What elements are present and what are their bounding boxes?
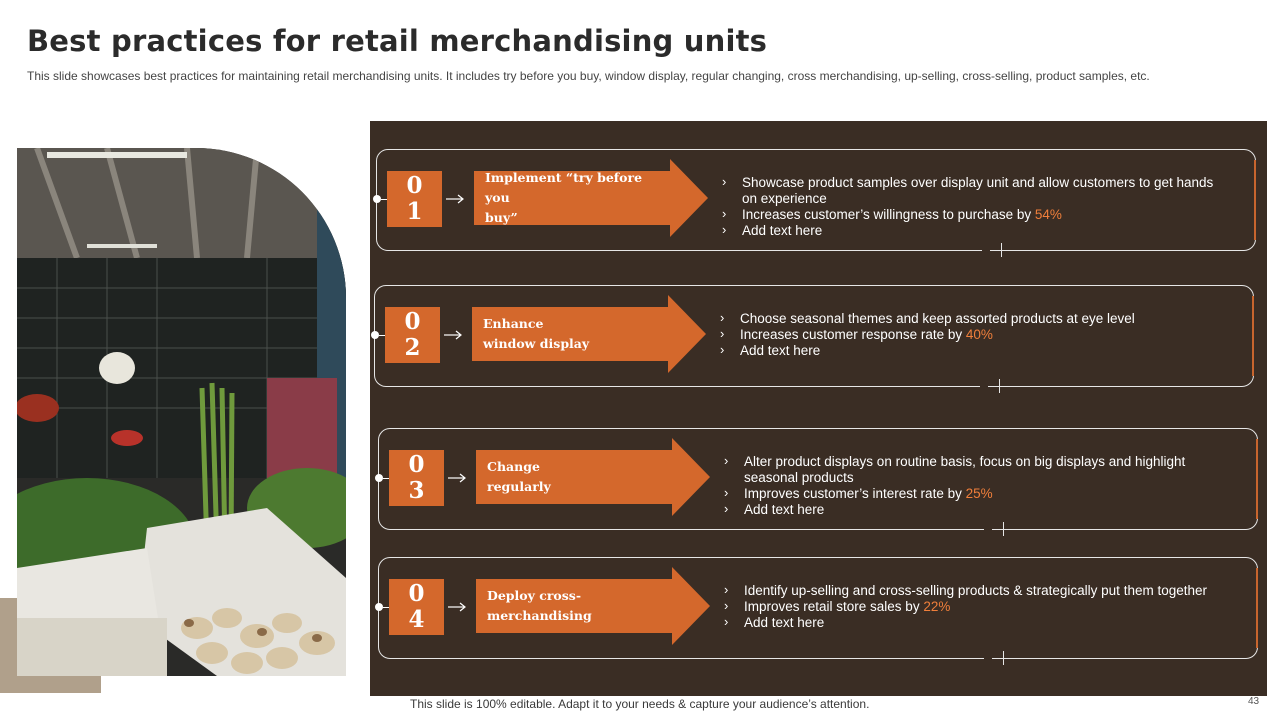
step-number-top: 0	[404, 308, 421, 335]
practice-label-line-1: Implement “try before you	[485, 170, 643, 205]
bullet-list	[722, 175, 1222, 239]
footer-note: This slide is 100% editable. Adapt it to your needs & capture your audience’s attention.	[410, 697, 870, 711]
step-number-bottom: 3	[408, 477, 425, 504]
frame-tick	[1003, 651, 1004, 665]
market-photo-illustration	[17, 148, 346, 676]
bullet-list	[724, 583, 1224, 631]
bullet-list	[720, 311, 1220, 359]
slide-subtitle: This slide showcases best practices for maintaining retail merchandising units. It includes try before you buy, window display, regular changing, cross merchandising, up-selling, cross-selling, product samples, etc.	[27, 69, 1150, 83]
practice-label-line-2: window display	[483, 336, 590, 351]
small-arrow-icon	[447, 472, 467, 484]
bullet-text: Add text here	[744, 502, 825, 517]
practice-label	[483, 295, 653, 373]
step-number-bottom: 4	[408, 606, 425, 633]
bullet-item	[720, 311, 1220, 327]
slide-title: Best practices for retail merchandising units	[27, 24, 768, 58]
small-arrow-icon	[445, 193, 465, 205]
step-number-bottom: 1	[406, 198, 423, 225]
practice-label-line-2: buy”	[485, 210, 518, 225]
percent-value: 40%	[965, 327, 993, 342]
bullet-item	[724, 502, 1224, 518]
connector-dot	[375, 603, 383, 611]
practice-row-3	[372, 428, 1269, 532]
practice-label	[487, 438, 657, 516]
practice-label	[487, 567, 657, 645]
step-number-bottom: 2	[404, 334, 421, 361]
percent-value: 54%	[1034, 207, 1062, 222]
small-arrow-icon	[443, 329, 463, 341]
frame-tick	[999, 379, 1000, 393]
practice-row-2	[368, 285, 1265, 389]
bullet-text: Increases customer response rate by	[740, 327, 966, 342]
frame-gap	[982, 243, 990, 255]
bullet-item	[724, 599, 1224, 615]
bullet-item	[722, 223, 1222, 239]
connector-dot	[371, 331, 379, 339]
page-number: 43	[1248, 696, 1260, 707]
bullet-text: Showcase product samples over display unit and allow customers to get hands on experience	[742, 175, 1214, 206]
practice-label-line-1: Enhance	[483, 316, 544, 331]
step-number-top: 0	[408, 451, 425, 478]
bullet-item	[720, 343, 1220, 359]
practice-label-line-1: Change	[487, 459, 540, 474]
bullet-text: Alter product displays on routine basis, focus on big displays and highlight seasonal products	[744, 454, 1186, 485]
bullet-text: Improves retail store sales by	[744, 599, 924, 614]
bullet-text: Identify up-selling and cross-selling products & strategically put them together	[744, 583, 1207, 598]
bullet-item	[724, 615, 1224, 631]
step-number-top: 0	[408, 580, 425, 607]
market-produce-photo	[17, 148, 346, 676]
practice-row-4	[372, 557, 1269, 661]
frame-gap	[980, 379, 988, 391]
frame-tick	[1003, 522, 1004, 536]
percent-value: 22%	[923, 599, 951, 614]
bullet-text: Add text here	[742, 223, 823, 238]
small-arrow-icon	[447, 601, 467, 613]
bullet-item	[722, 175, 1222, 207]
frame-tick	[1001, 243, 1002, 257]
bullet-item	[724, 454, 1224, 486]
bullet-item	[724, 583, 1224, 599]
percent-value: 25%	[965, 486, 993, 501]
connector-dot	[375, 474, 383, 482]
frame-accent	[1256, 568, 1258, 648]
connector-dot	[373, 195, 381, 203]
bullet-item	[724, 486, 1224, 502]
practice-label-line-1: Deploy cross-merchandising	[487, 588, 592, 623]
frame-gap	[984, 651, 992, 663]
bullet-text: Add text here	[744, 615, 825, 630]
step-number-box	[389, 450, 444, 506]
bullet-text: Add text here	[740, 343, 821, 358]
step-number-box	[385, 307, 440, 363]
practice-label-line-2: regularly	[487, 479, 551, 494]
frame-accent	[1254, 160, 1256, 240]
step-number-box	[389, 579, 444, 635]
step-number-box	[387, 171, 442, 227]
bullet-text: Increases customer’s willingness to purchase by	[742, 207, 1035, 222]
bullet-item	[722, 207, 1222, 223]
step-number-top: 0	[406, 172, 423, 199]
practices-panel	[370, 121, 1267, 696]
frame-gap	[984, 522, 992, 534]
frame-accent	[1252, 296, 1254, 376]
practice-row-1	[370, 149, 1267, 253]
frame-accent	[1256, 439, 1258, 519]
bullet-list	[724, 454, 1224, 518]
practice-label	[485, 159, 655, 237]
bullet-text: Choose seasonal themes and keep assorted products at eye level	[740, 311, 1135, 326]
bullet-item	[720, 327, 1220, 343]
bullet-text: Improves customer’s interest rate by	[744, 486, 966, 501]
